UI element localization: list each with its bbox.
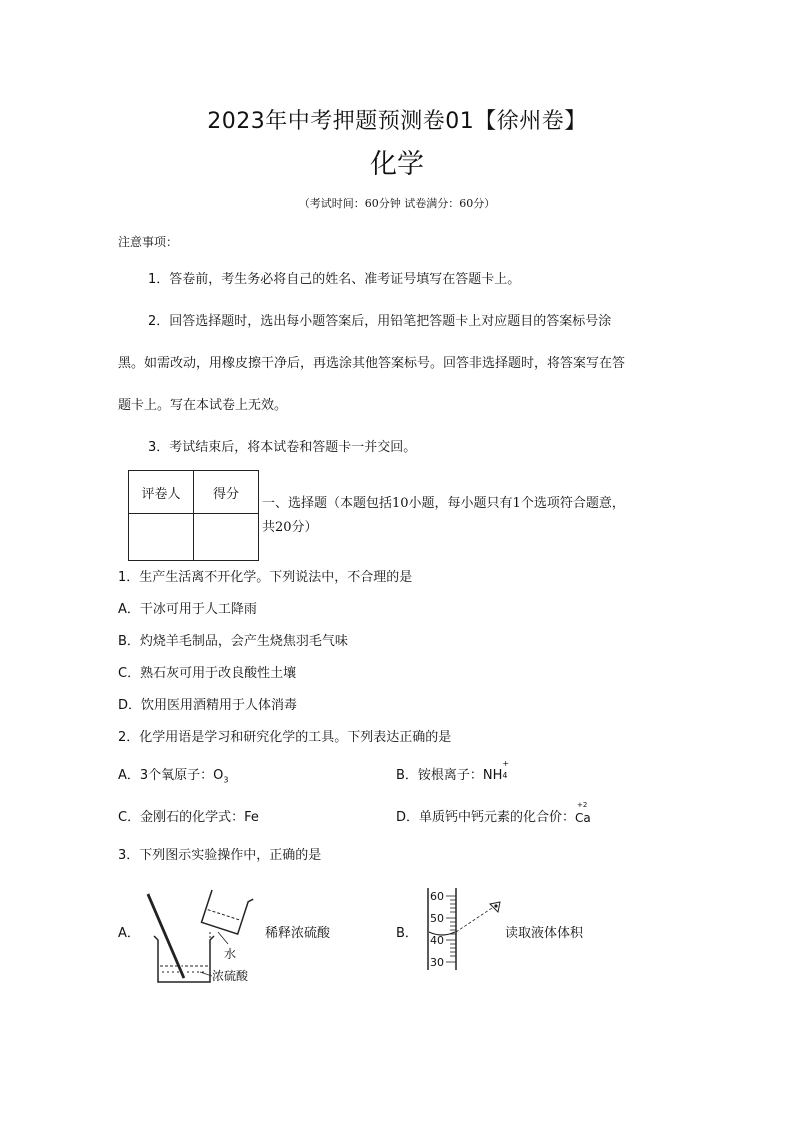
q1-option-d: D．饮用医用酒精用于人体消毒 bbox=[118, 698, 298, 713]
eye-pupil-icon bbox=[494, 904, 497, 907]
score-table bbox=[128, 470, 259, 561]
q1-option-b: B．灼烧羊毛制品，会产生烧焦羽毛气味 bbox=[118, 634, 348, 649]
section1-line1: 一、选择题（本题包括10小题，每小题只有1个选项符合题意， bbox=[262, 496, 625, 511]
exam-title: 2023年中考押题预测卷01【徐州卷】 bbox=[207, 109, 587, 134]
glass-rod bbox=[148, 894, 184, 978]
notes-heading: 注意事项： bbox=[118, 235, 179, 249]
glass-rod-highlight bbox=[150, 894, 186, 978]
note-item-2-end: 题卡上。写在本试卷上无效。 bbox=[118, 398, 288, 413]
note-item-2-cont: 黑。如需改动，用橡皮擦干净后，再选涂其他答案标号。回答非选择题时，将答案写在答 bbox=[118, 356, 626, 371]
q2-option-d-el: Ca bbox=[575, 811, 591, 825]
tick-label-30: 30 bbox=[430, 956, 444, 969]
q3-option-b-label: B． bbox=[396, 926, 418, 941]
q2-option-d-sup: +2 bbox=[577, 801, 588, 809]
score-header: 得分 bbox=[194, 471, 259, 514]
q1-stem: 1．生产生活离不开化学。下列说法中，不合理的是 bbox=[118, 570, 413, 585]
q1-option-a: A．干冰可用于人工降雨 bbox=[118, 602, 257, 617]
section1-line2: 共20分） bbox=[262, 520, 318, 535]
pouring-beaker bbox=[202, 886, 254, 935]
dilute-acid-diagram bbox=[140, 886, 270, 986]
tick-label-40: 40 bbox=[430, 934, 444, 947]
water-label: 水 bbox=[224, 947, 237, 961]
q2-option-a-text: A．3个氧原子：O bbox=[118, 768, 224, 783]
tick-label-60: 60 bbox=[430, 890, 444, 903]
q2-option-b-sup: + bbox=[502, 759, 510, 768]
sight-line bbox=[456, 908, 492, 932]
q2-option-a-sub: 3 bbox=[223, 775, 229, 785]
q3-option-a-caption: 稀释浓硫酸 bbox=[265, 926, 331, 941]
q2-option-b bbox=[396, 759, 510, 783]
q2-option-d-text: D．单质钙中钙元素的化合价： bbox=[396, 810, 576, 825]
q1-option-c: C．熟石灰可用于改良酸性土壤 bbox=[118, 666, 297, 681]
tick-label-50: 50 bbox=[430, 912, 444, 925]
exam-info: （考试时间：60分钟 试卷满分：60分） bbox=[298, 197, 496, 210]
q2-option-d bbox=[396, 801, 591, 825]
note-item-1: 1．答卷前，考生务必将自己的姓名、准考证号填写在答题卡上。 bbox=[148, 272, 521, 287]
q2-option-a bbox=[118, 764, 229, 785]
q3-stem: 3．下列图示实验操作中，正确的是 bbox=[118, 848, 322, 863]
note-item-2: 2．回答选择题时，选出每小题答案后，用铅笔把答题卡上对应题目的答案标号涂 bbox=[148, 314, 612, 329]
water-leader bbox=[218, 932, 228, 944]
q2-option-c: C．金刚石的化学式：Fe bbox=[118, 810, 259, 825]
q3-option-b-caption: 读取液体体积 bbox=[505, 926, 584, 941]
subject-title: 化学 bbox=[370, 149, 424, 180]
graduated-cylinder-diagram bbox=[420, 886, 510, 972]
section1-heading bbox=[262, 492, 682, 540]
note-item-3: 3．考试结束后，将本试卷和答题卡一并交回。 bbox=[148, 440, 417, 455]
q2-option-b-text: B．铵根离子：NH bbox=[396, 768, 503, 783]
q3-option-a-label: A． bbox=[118, 926, 140, 941]
q2-option-b-sub: 4 bbox=[502, 771, 508, 780]
q2-stem: 2．化学用语是学习和研究化学的工具。下列表达正确的是 bbox=[118, 730, 452, 745]
acid-label: 浓硫酸 bbox=[212, 969, 249, 983]
grader-cell[interactable] bbox=[129, 514, 194, 561]
score-cell[interactable] bbox=[194, 514, 259, 561]
cylinder-ticks bbox=[446, 896, 456, 962]
grader-header: 评卷人 bbox=[129, 471, 194, 514]
